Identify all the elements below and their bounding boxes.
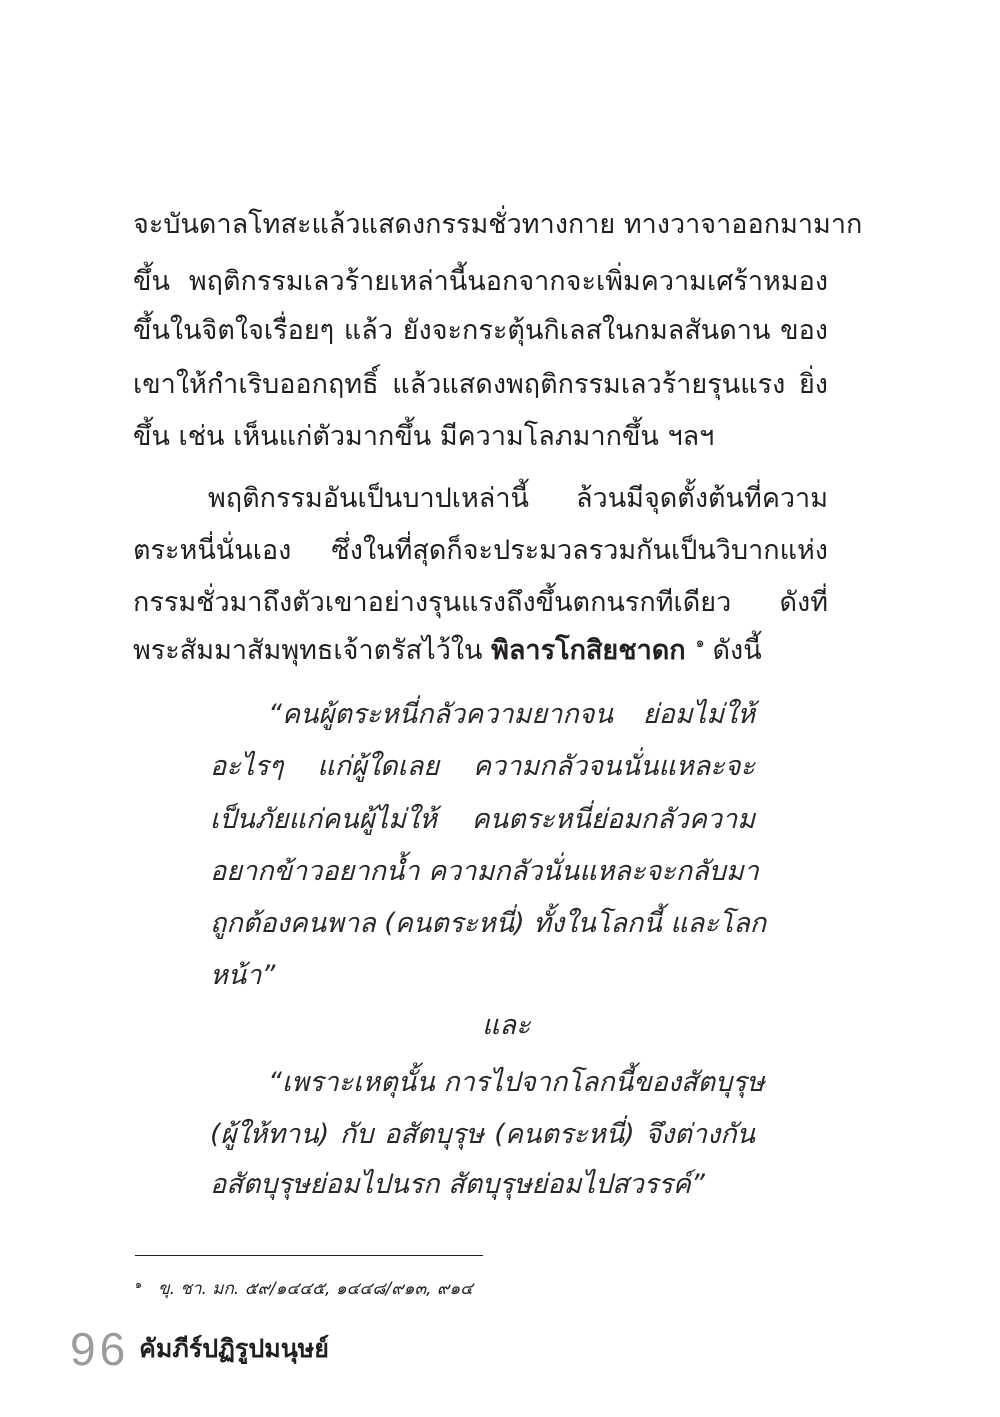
- body-text: ดังนี้: [712, 635, 762, 666]
- body-text-line: จะบันดาลโทสะแล้วแสดงกรรมชั่วทางกาย ทางวาจาออกมามาก: [133, 209, 863, 240]
- body-text-line: ขึ้นในจิตใจเรื่อยๆ แล้ว ยังจะกระตุ้นกิเลสในกมลสันดาน ของ: [133, 315, 828, 346]
- footnote: [135, 1275, 473, 1302]
- body-text-line: ตระหนี่นั่นเอง ซึ่งในที่สุดก็จะประมวลรวมกันเป็นวิบากแห่ง: [133, 535, 828, 566]
- quote-line: “เพราะเหตุนั้น การไปจากโลกนี้ของสัตบุรุษ: [268, 1067, 765, 1098]
- body-text-line: เขาให้กำเริบออกฤทธิ์ แล้วแสดงพฤติกรรมเลวร้ายรุนแรง ยิ่ง: [133, 369, 828, 400]
- body-text-line: พฤติกรรมอันเป็นบาปเหล่านี้ ล้วนมีจุดตั้งต้นที่ความ: [208, 483, 828, 514]
- quote-line: อะไรๆ แก่ผู้ใดเลย ความกลัวจนนั่นแหละจะ: [210, 751, 755, 782]
- quote-line: อยากข้าวอยากน้ำ ความกลัวนั่นแหละจะกลับมา: [210, 856, 759, 887]
- quote-line: เป็นภัยแก่คนผู้ไม่ให้ คนตระหนี่ย่อมกลัวความ: [210, 804, 755, 835]
- footnote-reference[interactable]: ๑: [695, 635, 705, 651]
- quote-line: หน้า”: [210, 960, 276, 991]
- body-text-line: ขึ้น เช่น เห็นแก่ตัวมากขึ้น มีความโลภมากขึ้น ฯลฯ: [133, 421, 715, 452]
- book-title: คัมภีร์ปฏิรูปมนุษย์: [139, 1334, 329, 1363]
- quote-line: อสัตบุรุษย่อมไปนรก สัตบุรุษย่อมไปสวรรค์”: [210, 1169, 705, 1200]
- quote-line: “คนผู้ตระหนี่กลัวความยากจน ย่อมไม่ให้: [268, 699, 755, 730]
- footnote-divider: [135, 1255, 483, 1256]
- body-text: พระสัมมาสัมพุทธเจ้าตรัสไว้ใน: [133, 635, 492, 666]
- page-number: 96: [70, 1323, 130, 1375]
- jataka-title: พิลารโกสิยชาดก: [491, 635, 686, 666]
- page-footer: [70, 1322, 329, 1376]
- connector-word: และ: [482, 1010, 531, 1041]
- quote-line: ถูกต้องคนพาล (คนตระหนี่) ทั้งในโลกนี้ และโลก: [210, 908, 767, 939]
- footnote-mark: ๑: [135, 1278, 142, 1291]
- body-text-line: ขึ้น พฤติกรรมเลวร้ายเหล่านี้นอกจากจะเพิ่มความเศร้าหมอง: [133, 266, 828, 297]
- body-text-line: กรรมชั่วมาถึงตัวเขาอย่างรุนแรงถึงขึ้นตกนรกทีเดียว ดังที่: [133, 587, 828, 618]
- body-text-line: [133, 631, 762, 675]
- quote-line: (ผู้ให้ทาน) กับ อสัตบุรุษ (คนตระหนี่) จึงต่างกัน: [210, 1119, 755, 1150]
- footnote-text: ขุ. ชา. มก. ๕๙/๑๔๔๕, ๑๔๔๘/๙๑๓, ๙๑๔: [157, 1279, 473, 1299]
